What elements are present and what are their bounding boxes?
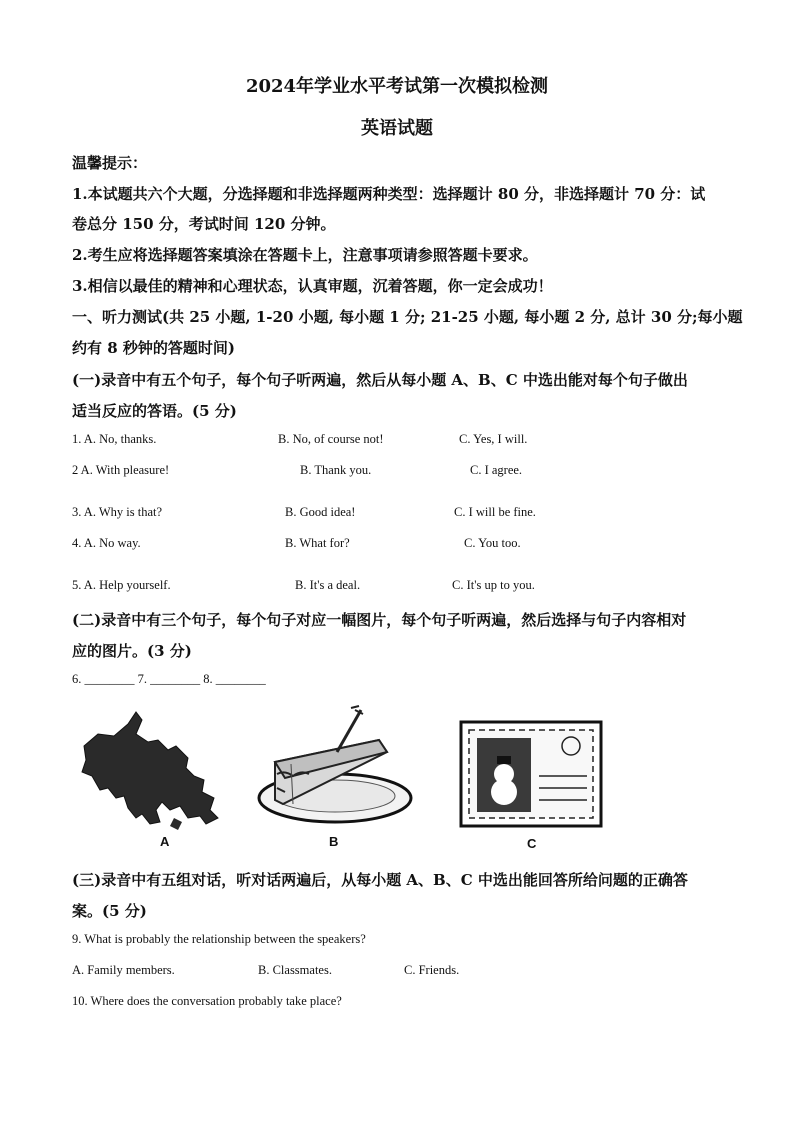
q1-option-b: B. No, of course not! (278, 432, 384, 446)
q1-option-c: C. Yes, I will. (459, 432, 528, 446)
q4-option-a: 4. A. No way. (72, 536, 141, 550)
cake-icon (255, 704, 415, 856)
q1-option-a: 1. A. No, thanks. (72, 432, 157, 446)
q2-option-b: B. Thank you. (300, 463, 372, 477)
exam-title: 2024年学业水平考试第一次模拟检测 (245, 76, 549, 97)
part2-instruction-line1: (二)录音中有三个句子，每个句子对应一幅图片，每个句子听两遍，然后选择与句子内容相对 (72, 611, 687, 629)
q9-option-a: A. Family members. (72, 963, 175, 977)
picture-b-label: B (329, 834, 339, 849)
tips-item2: 2.考生应将选择题答案填涂在答题卡上，注意事项请参照答题卡要求。 (72, 246, 538, 264)
tips-item1-line2: 卷总分 150 分，考试时间 120 分钟。 (72, 215, 336, 233)
map-icon (76, 706, 246, 856)
q4-option-b: B. What for? (285, 536, 350, 550)
q5-option-c: C. It's up to you. (452, 578, 535, 592)
q4-option-c: C. You too. (464, 536, 521, 550)
q2-option-a: 2 A. With pleasure! (72, 463, 170, 477)
question-9: 9. What is probably the relationship between the speakers? (72, 932, 366, 946)
tips-item3: 3.相信以最佳的精神和心理状态，认真审题，沉着答题，你一定会成功！ (72, 277, 553, 295)
q9-option-c: C. Friends. (404, 963, 460, 977)
picture-a-label: A (160, 834, 170, 849)
q3-option-a: 3. A. Why is that? (72, 505, 163, 519)
tips-heading: 温馨提示： (72, 154, 148, 172)
part3-instruction-line1: (三)录音中有五组对话，听对话两遍后，从每小题 A、B、C 中选出能回答所给问题的正确答 (72, 871, 688, 889)
section1-heading-line1: 一、听力测试(共 25 小题, 1-20 小题, 每小题 1 分; 21-25 小题, 每小题 2 分, 总计 30 分;每小题 (72, 308, 743, 326)
part1-instruction-line1: (一)录音中有五个句子，每个句子听两遍，然后从每小题 A、B、C 中选出能对每个句子做出 (72, 371, 688, 389)
picture-c-label: C (527, 836, 537, 851)
postcard-icon (455, 716, 605, 856)
exam-subtitle: 英语试题 (361, 118, 433, 139)
answer-blanks: 6. ________ 7. ________ 8. ________ (72, 672, 266, 686)
section1-heading-line2: 约有 8 秒钟的答题时间) (72, 339, 235, 357)
tips-item1-line1: 1.本试题共六个大题，分选择题和非选择题两种类型：选择题计 80 分，非选择题计 70 分：试 (72, 185, 706, 203)
part1-instruction-line2: 适当反应的答语。(5 分) (72, 402, 237, 420)
q5-option-b: B. It's a deal. (295, 578, 361, 592)
part2-instruction-line2: 应的图片。(3 分) (72, 642, 192, 660)
q2-option-c: C. I agree. (470, 463, 523, 477)
q9-option-b: B. Classmates. (258, 963, 332, 977)
q5-option-a: 5. A. Help yourself. (72, 578, 171, 592)
question-10: 10. Where does the conversation probably take place? (72, 994, 342, 1008)
part3-instruction-line2: 案。(5 分) (72, 902, 147, 920)
q3-option-b: B. Good idea! (285, 505, 356, 519)
q3-option-c: C. I will be fine. (454, 505, 536, 519)
